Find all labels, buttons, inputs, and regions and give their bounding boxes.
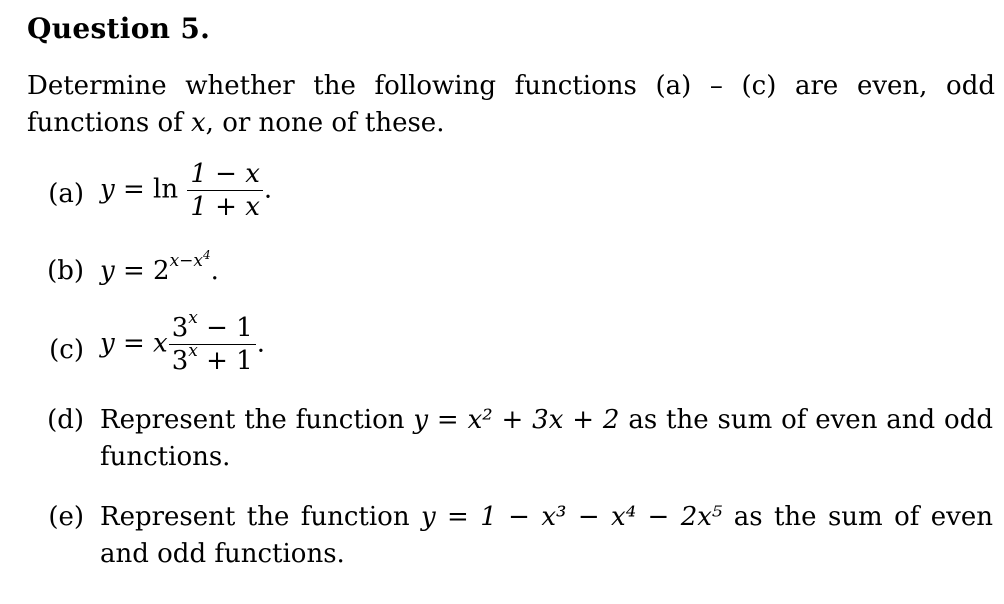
- item-b-lhs: y: [100, 256, 115, 286]
- item-b-exponent-power: 4: [202, 248, 211, 262]
- item-b-exponent-base: x−x: [169, 251, 203, 271]
- item-c-num-rest: − 1: [197, 313, 253, 343]
- item-c-end: .: [256, 328, 265, 359]
- item-c-eq: =: [114, 328, 154, 359]
- item-a-numerator: 1 − x: [187, 158, 263, 191]
- item-c-lhs: y: [100, 328, 115, 359]
- intro-text-2: , or none of these.: [205, 108, 445, 138]
- item-a-label: (a): [48, 179, 84, 209]
- item-a-eq: = ln: [114, 174, 187, 205]
- item-c-den-exp: x: [188, 341, 198, 361]
- item-a-end: .: [263, 174, 273, 205]
- item-a-formula: [100, 158, 993, 223]
- item-d-text-1: Represent the function: [100, 405, 414, 435]
- item-b-eq: = 2: [114, 256, 170, 286]
- intro-text-1: Determine whether the following functions (a) – (c) are even, odd functions of: [27, 71, 995, 138]
- item-c-num-base: 3: [171, 313, 189, 343]
- item-c-den-base: 3: [171, 346, 189, 376]
- item-b-end: .: [210, 256, 219, 286]
- question-heading: Question 5.: [27, 12, 211, 45]
- question-intro: [27, 68, 995, 142]
- item-a-denominator: 1 + x: [190, 192, 260, 222]
- intro-variable: x: [191, 108, 206, 138]
- item-a-fraction: [187, 158, 263, 223]
- item-e-text-1: Represent the function: [100, 502, 421, 532]
- item-c-denominator: [169, 341, 256, 377]
- item-c-factor: x: [153, 328, 168, 359]
- item-b-formula: [100, 248, 993, 290]
- item-c-numerator: [169, 308, 256, 345]
- item-e-text-2: as the sum of even and odd functions.: [100, 502, 993, 569]
- item-e-text: [100, 499, 993, 573]
- item-e-label: (e): [48, 502, 84, 532]
- item-b-exponent: [169, 248, 211, 271]
- item-d-text-2: as the sum of even and odd functions.: [100, 405, 993, 472]
- item-b-label: (b): [47, 256, 84, 286]
- item-c-fraction: [169, 308, 256, 377]
- item-c-den-rest: + 1: [197, 346, 253, 376]
- item-d-text: [100, 402, 993, 476]
- item-d-math: y = x² + 3x + 2: [413, 405, 620, 435]
- item-d-label: (d): [47, 405, 84, 435]
- item-c-num-exp: x: [188, 308, 198, 328]
- item-c-formula: [100, 308, 993, 377]
- item-c-label: (c): [49, 335, 84, 365]
- item-e-math: y = 1 − x³ − x⁴ − 2x⁵: [420, 502, 723, 532]
- item-a-lhs: y: [100, 174, 115, 205]
